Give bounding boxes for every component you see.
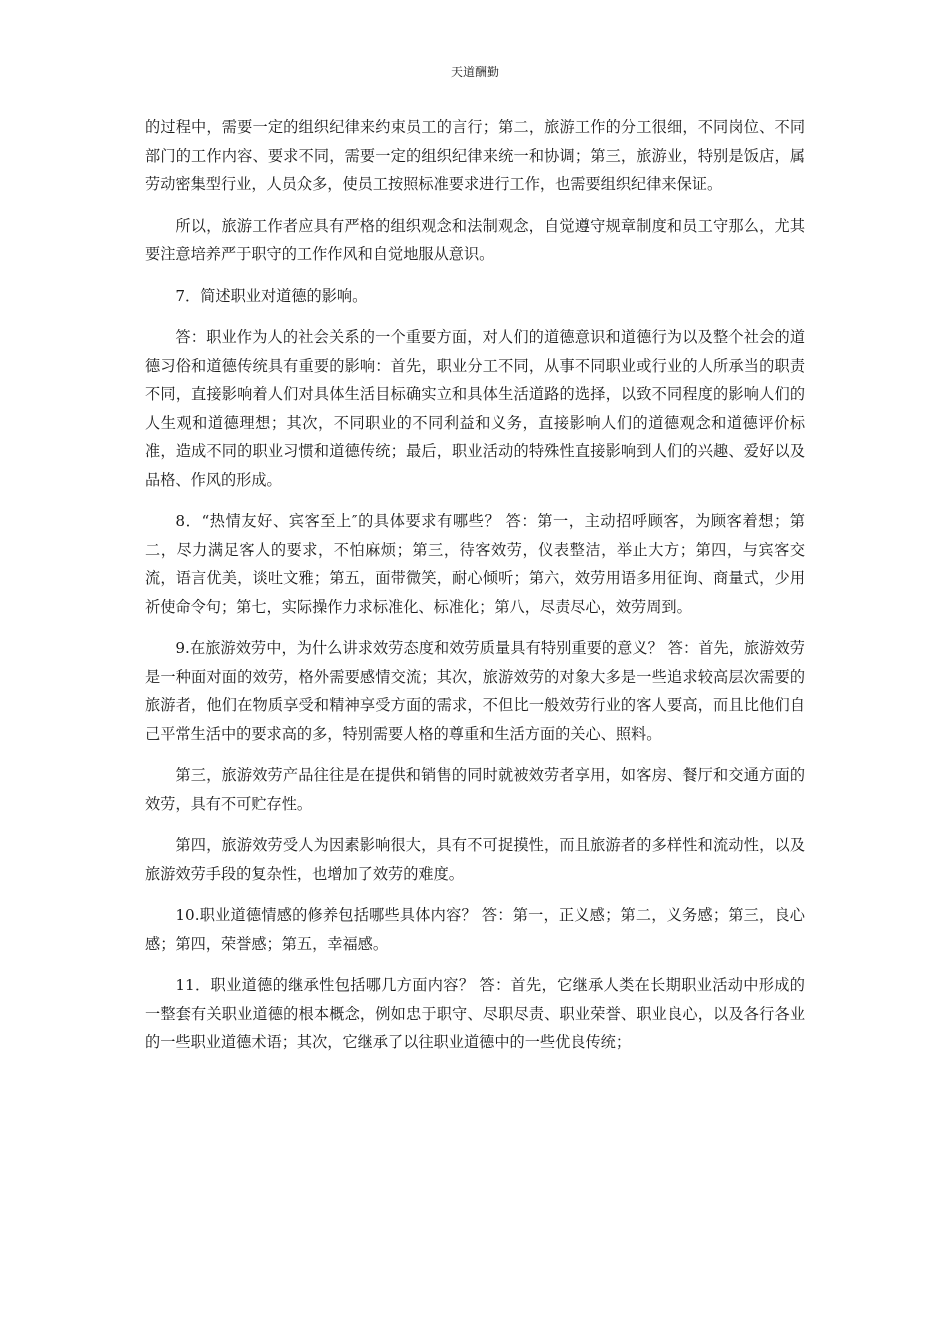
answer-7: 答：职业作为人的社会关系的一个重要方面，对人们的道德意识和道德行为以及整个社会的道德习俗和道德传统具有重要的影响：首先，职业分工不同，从事不同职业或行业的人所承当的职责不同，直接影响着人们对具体生活目标确实立和具体生活道路的选择，以致不同程度的影响人们的人生观和道德理想；其次，不同职业的不同利益和义务，直接影响人们的道德观念和道德评价标准，造成不同的职业习惯和道德传统；最后，职业活动的特殊性直接影响到人们的兴趣、爱好以及品格、作风的形成。 xyxy=(145,328,805,489)
paragraph-organization-concept: 所以，旅游工作者应具有严格的组织观念和法制观念，自觉遵守规章制度和员工守那么，尤其要注意培养严于职守的工作作风和自觉地服从意识。 xyxy=(145,216,805,263)
answer-9-third: 第三，旅游效劳产品往往是在提供和销售的同时就被效劳者享用，如客房、餐厅和交通方面的效劳，具有不可贮存性。 xyxy=(145,766,805,813)
document-body xyxy=(145,113,805,1070)
running-header: 天道酬勤 xyxy=(450,65,499,79)
paragraph-continuation: 的过程中，需要一定的组织纪律来约束员工的言行；第二，旅游工作的分工很细，不同岗位、不同部门的工作内容、要求不同，需要一定的组织纪律来统一和协调；第三，旅游业，特别是饭店，属劳动密集型行业，人员众多，使员工按照标准要求进行工作，也需要组织纪律来保证。 xyxy=(145,118,805,193)
question-answer-11: 11．职业道德的继承性包括哪几方面内容？ 答：首先，它继承人类在长期职业活动中形成的一整套有关职业道德的根本概念，例如忠于职守、尽职尽责、职业荣誉、职业良心，以及各行各业的一些职业道德术语；其次，它继承了以往职业道德中的一些优良传统； xyxy=(145,976,805,1051)
answer-9-fourth: 第四，旅游效劳受人为因素影响很大，具有不可捉摸性，而且旅游者的多样性和流动性，以及旅游效劳手段的复杂性，也增加了效劳的难度。 xyxy=(145,836,805,883)
question-answer-9: 9.在旅游效劳中，为什么讲求效劳态度和效劳质量具有特别重要的意义？ 答：首先，旅游效劳是一种面对面的效劳，格外需要感情交流；其次，旅游效劳的对象大多是一些追求较高层次需要的旅游者，他们在物质享受和精神享受方面的需求，不但比一般效劳行业的客人要高，而且比他们自己平常生活中的要求高的多，特别需要人格的尊重和生活方面的关心、照料。 xyxy=(145,639,805,743)
question-answer-10: 10.职业道德情感的修养包括哪些具体内容？ 答：第一，正义感；第二，义务感；第三，良心感；第四，荣誉感；第五，幸福感。 xyxy=(145,906,805,953)
question-7: 7．简述职业对道德的影响。 xyxy=(175,286,368,305)
question-answer-8: 8．“热情友好、宾客至上″的具体要求有哪些？ 答：第一，主动招呼顾客，为顾客着想；第二，尽力满足客人的要求，不怕麻烦；第三，待客效劳，仪表整洁，举止大方；第四，与宾客交流，语言优美，谈吐文雅；第五，面带微笑，耐心倾听；第六，效劳用语多用征询、商量式，少用祈使命令句；第七，实际操作力求标准化、标准化；第八，尽责尽心，效劳周到。 xyxy=(145,512,805,616)
